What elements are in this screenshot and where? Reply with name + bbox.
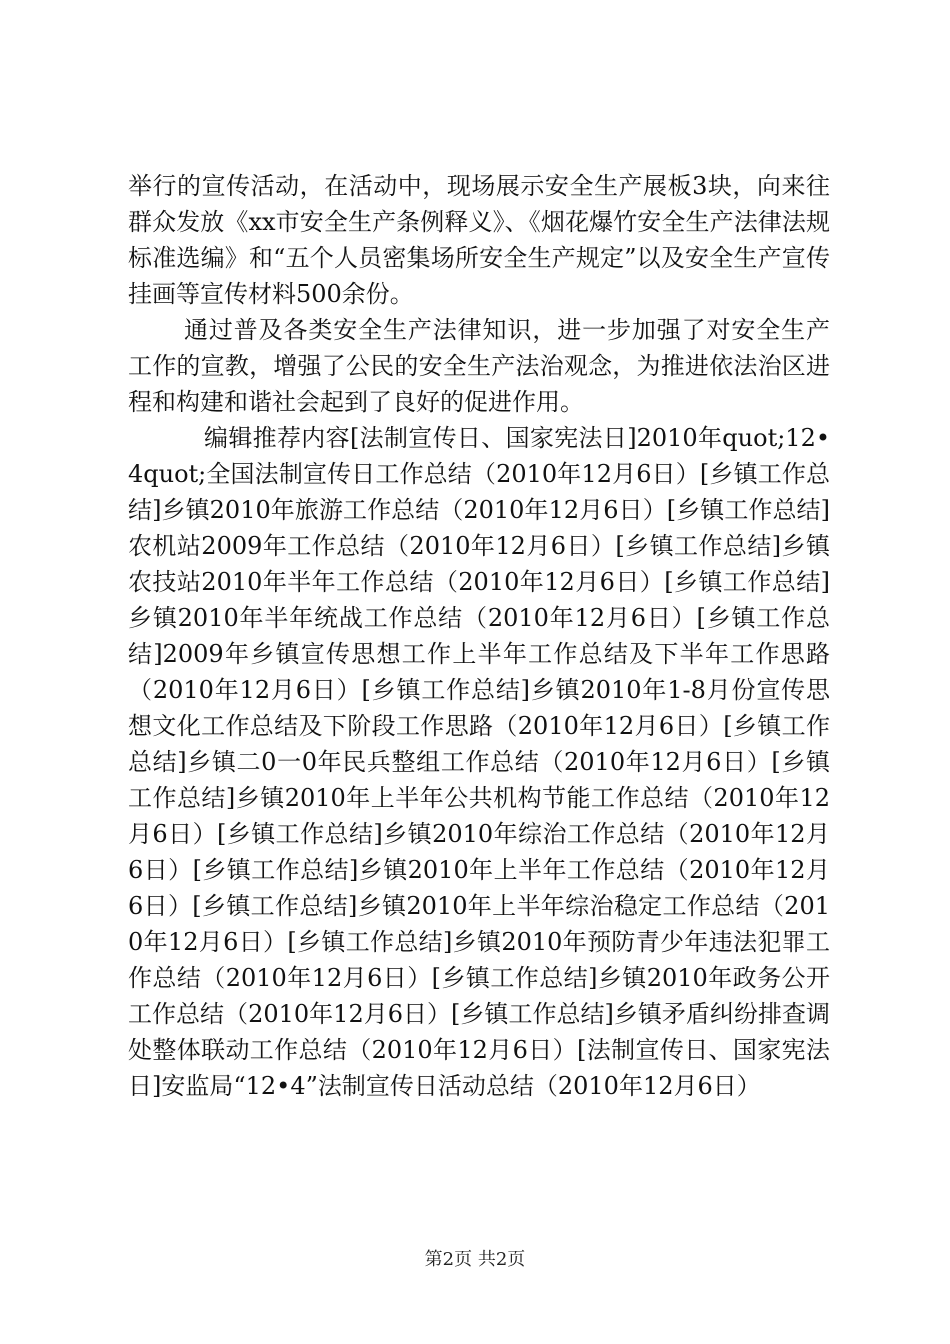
paragraph-activity-continuation: 举行的宣传活动，在活动中，现场展示安全生产展板3块，向来往群众发放《xx市安全生产条例释义》、《烟花爆竹安全生产法律法规标准选编》和“五个人员密集场所安全生产规定”以及安全生产宣传挂画等宣传材料500余份。	[128, 172, 830, 308]
document-body	[128, 168, 830, 1104]
page-footer	[0, 1248, 950, 1272]
page-number-label: 第2页 共2页	[424, 1249, 526, 1270]
paragraph-effect-summary: 通过普及各类安全生产法律知识，进一步加强了对安全生产工作的宣教，增强了公民的安全生产法治观念，为推进依法治区进程和构建和谐社会起到了良好的促进作用。	[128, 316, 830, 416]
paragraph-recommended-content: 编辑推荐内容[法制宣传日、国家宪法日]2010年quot;12•4quot;全国法制宣传日工作总结（2010年12月6日）[乡镇工作总结]乡镇2010年旅游工作总结（2010年12月6日）[乡镇工作总结]农机站2009年工作总结（2010年12月6日）[乡镇工作总结]乡镇农技站2010年半年工作总结（2010年12月6日）[乡镇工作总结]乡镇2010年半年统战工作总结（2010年12月6日）[乡镇工作总结]2009年乡镇宣传思想工作上半年工作总结及下半年工作思路（2010年12月6日）[乡镇工作总结]乡镇2010年1-8月份宣传思想文化工作总结及下阶段工作思路（2010年12月6日）[乡镇工作总结]乡镇二0一0年民兵整组工作总结（2010年12月6日）[乡镇工作总结]乡镇2010年上半年公共机构节能工作总结（2010年12月6日）[乡镇工作总结]乡镇2010年综治工作总结（2010年12月6日）[乡镇工作总结]乡镇2010年上半年工作总结（2010年12月6日）[乡镇工作总结]乡镇2010年上半年综治稳定工作总结（2010年12月6日）[乡镇工作总结]乡镇2010年预防青少年违法犯罪工作总结（2010年12月6日）[乡镇工作总结]乡镇2010年政务公开工作总结（2010年12月6日）[乡镇工作总结]乡镇矛盾纠纷排查调处整体联动工作总结（2010年12月6日）[法制宣传日、国家宪法日]安监局“12•4”法制宣传日活动总结（2010年12月6日）	[128, 424, 830, 1100]
